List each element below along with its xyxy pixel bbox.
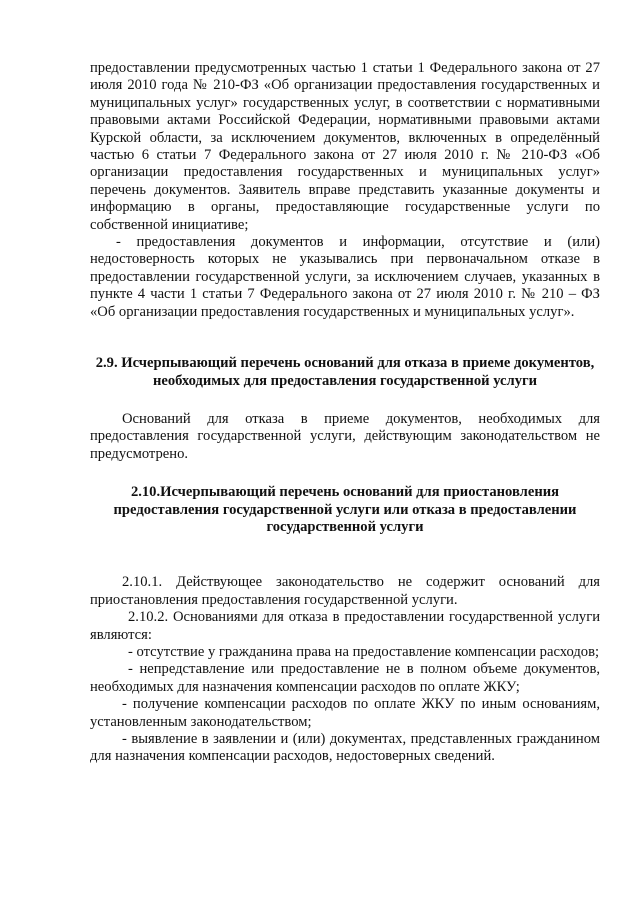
second-paragraph: - предоставления документов и информации, отсутствие и (или) недостоверность которых не указывались при первоначальном отказе в предоставлении государственной услуги, за исключением случаев, указанных в пункте 4 части 1 статьи 7 Федерального закона от 27 июля 2010 г. № 210 – ФЗ «Об организации предоставления государственных и муниципальных услуг». <box>90 234 600 320</box>
list-item: - непредставление или предоставление не в полном объеме документов, необходимых для назначения компенсации расходов по оплате ЖКУ; <box>90 661 600 695</box>
paragraph-2-10-2: 2.10.2. Основаниями для отказа в предоставлении государственной услуги являются: <box>90 609 600 643</box>
paragraph-2-10-1: 2.10.1. Действующее законодательство не содержит оснований для приостановления предоставления государственной услуги. <box>90 574 600 608</box>
section-2-10-heading: 2.10.Исчерпывающий перечень оснований для приостановления предоставления государственной услуги или отказа в предоставлении государственной услуги <box>113 484 577 535</box>
list-item: - отсутствие у гражданина права на предоставление компенсации расходов; <box>128 643 600 660</box>
list-item: - получение компенсации расходов по оплате ЖКУ по иным основаниям, установленным законодательством; <box>90 696 600 730</box>
section-2-9-body: Оснований для отказа в приеме документов, необходимых для предоставления государственной услуги, действующим законодательством не предусмотрено. <box>90 410 600 462</box>
list-item: - выявление в заявлении и (или) документах, представленных гражданином для назначения компенсации расходов, недостоверных сведений. <box>90 731 600 765</box>
top-paragraph: предоставлении предусмотренных частью 1 статьи 1 Федерального закона от 27 июля 2010 года № 210-ФЗ «Об организации предоставления государственных и муниципальных услуг» государственных услуг, в соответствии с нормативными правовыми актами Российской Федерации, нормативными правовыми актами Курской области, за исключением документов, включенных в определённый частью 6 статьи 7 Федерального закона от 27 июля 2010 г. № 210-ФЗ «Об организации предоставления государственных и муниципальных услуг» перечень документов. Заявитель вправе представить указанные документы и информацию в органы, предоставляющие государственные услуги по собственной инициативе; <box>90 60 600 233</box>
section-2-9-heading: 2.9. Исчерпывающий перечень оснований для отказа в приеме документов, необходимых для предоставления государственной услуги <box>95 355 595 389</box>
